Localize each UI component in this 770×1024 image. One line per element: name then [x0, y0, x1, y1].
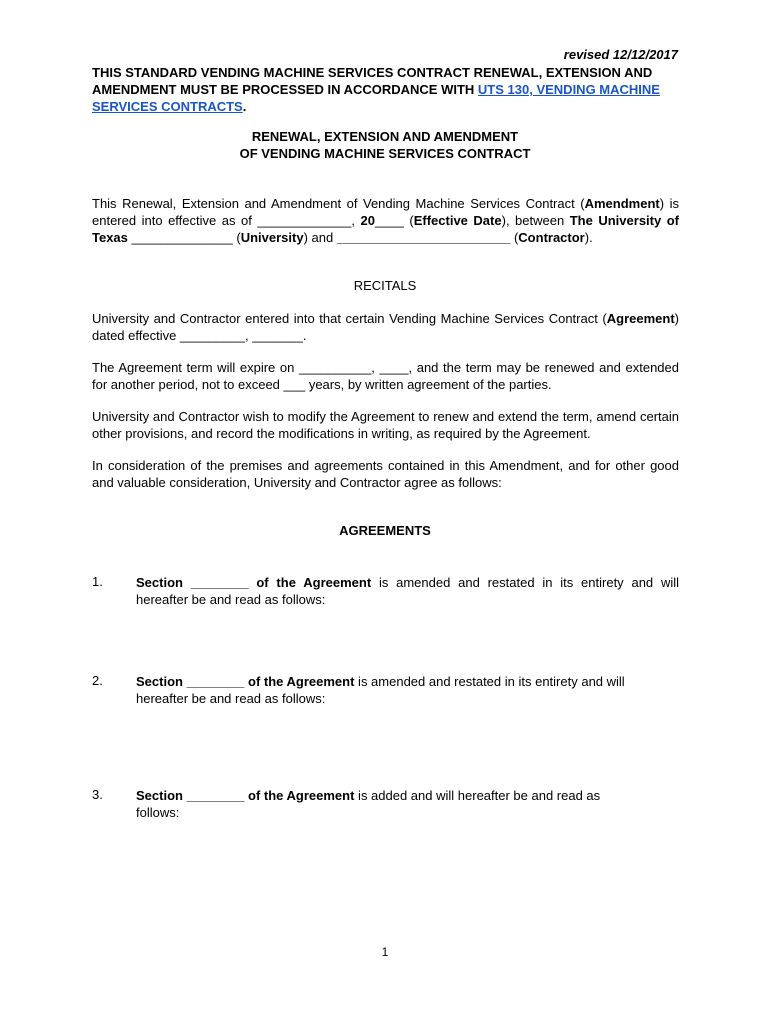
- recital-text: University and Contractor entered into that certain Vending Machine Services Contract (: [92, 311, 607, 326]
- section-reference: Section ________ of the Agreement: [136, 575, 372, 590]
- page-number: 1: [381, 945, 389, 959]
- intro-term-university: University: [240, 230, 304, 245]
- item-text: is amended and restated in its entirety and will hereafter be and read as follows:: [136, 575, 680, 607]
- item-number: 2.: [92, 673, 103, 688]
- agreement-item-2: [136, 673, 661, 707]
- title-line-1: RENEWAL, EXTENSION AND AMENDMENT: [251, 129, 519, 144]
- recitals-heading: RECITALS: [353, 278, 417, 293]
- recital-paragraph-4: In consideration of the premises and agreements contained in this Amendment, and for other good and valuable consideration, University and Contractor agree as follows:: [92, 458, 679, 490]
- item-text: is added and will hereafter be and read as follows:: [136, 788, 601, 820]
- intro-text: This Renewal, Extension and Amendment of Vending Machine Services Contract (: [92, 196, 585, 211]
- agreements-heading: AGREEMENTS: [339, 523, 431, 538]
- title-line-2: OF VENDING MACHINE SERVICES CONTRACT: [239, 146, 531, 161]
- intro-text: ).: [584, 230, 593, 245]
- recital-paragraph-2: The Agreement term will expire on __________, ____, and the term may be renewed and extended for another period, not to exceed ___ years, by written agreement of the parties.: [92, 360, 679, 392]
- uts130-link[interactable]: UTS 130, VENDING MACHINE SERVICES CONTRACTS: [92, 82, 660, 114]
- document-title: [92, 128, 678, 162]
- recital-text: ) dated effective _________, _______.: [92, 311, 679, 343]
- intro-text: ____ (: [374, 213, 414, 228]
- recital-paragraph-3: University and Contractor wish to modify the Agreement to renew and extend the term, amend certain other provisions, and record the modifications in writing, as required by the Agreement.: [92, 409, 679, 441]
- intro-text: ) is entered into effective as of _____________,: [92, 196, 679, 228]
- intro-term-contractor: Contractor: [518, 230, 585, 245]
- agreement-item-3: [136, 787, 636, 821]
- notice-end: .: [242, 99, 247, 114]
- item-number: 3.: [92, 787, 103, 802]
- intro-paragraph: [92, 195, 679, 246]
- processing-notice: [92, 64, 682, 115]
- intro-term-effective-date: Effective Date: [413, 213, 502, 228]
- intro-text: ), between: [501, 213, 570, 228]
- revision-date: revised 12/12/2017: [563, 47, 678, 62]
- intro-university-name: The University of Texas: [92, 213, 680, 245]
- recital-paragraph-1: [92, 310, 679, 344]
- intro-contractor-blank: ________________________: [336, 230, 511, 245]
- intro-text: ) and: [303, 230, 337, 245]
- intro-text: ______________ (: [127, 230, 241, 245]
- notice-text: THIS STANDARD VENDING MACHINE SERVICES CONTRACT RENEWAL, EXTENSION AND AMENDMENT MUST BE PROCESSED IN ACCORDANCE WITH: [92, 65, 653, 97]
- intro-text: (: [510, 230, 519, 245]
- item-text: is amended and restated in its entirety and will hereafter be and read as follows:: [136, 674, 625, 706]
- item-number: 1.: [92, 574, 103, 589]
- intro-term-amendment: Amendment: [584, 196, 660, 211]
- intro-year: 20: [360, 213, 375, 228]
- section-reference: Section ________ of the Agreement: [136, 788, 355, 803]
- agreement-item-1: [136, 574, 679, 608]
- recital-term-agreement: Agreement: [606, 311, 675, 326]
- section-reference: Section ________ of the Agreement: [136, 674, 355, 689]
